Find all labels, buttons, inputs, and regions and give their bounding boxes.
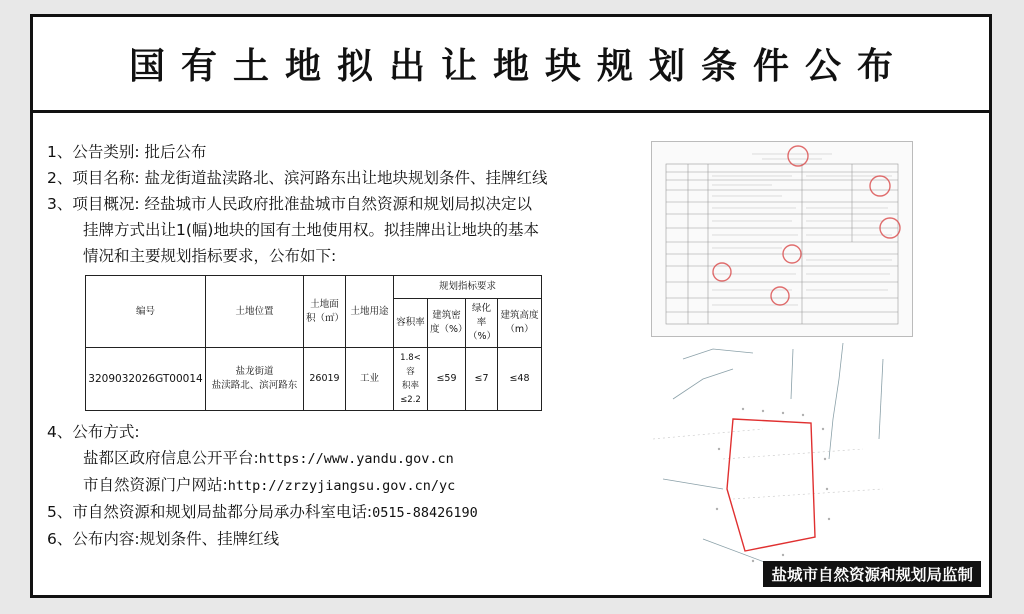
page-title: 国有土地拟出让地块规划条件公布 bbox=[128, 46, 909, 87]
planning-conditions-document-thumbnail bbox=[651, 141, 913, 337]
cell-location-line-1: 盐龙街道 bbox=[235, 366, 274, 377]
cell-far bbox=[394, 348, 428, 411]
cell-use: 工业 bbox=[346, 348, 394, 411]
table-row bbox=[86, 348, 542, 411]
cell-far-line-1: 1.8<容 bbox=[400, 353, 421, 377]
header-height: 建筑高度（m） bbox=[498, 299, 542, 348]
item-overview-line-2: 挂牌方式出让1(幅)地块的国有土地使用权。拟挂牌出让地块的基本 bbox=[83, 221, 539, 239]
header-greening: 绿化率（%） bbox=[466, 299, 498, 348]
header-use: 土地用途 bbox=[346, 276, 394, 348]
header-code: 编号 bbox=[86, 276, 206, 348]
header-area: 土地面积（㎡） bbox=[304, 276, 346, 348]
cell-code: 3209032026GT00014 bbox=[86, 348, 206, 411]
resource-site-url[interactable]: http://zrzyjiangsu.gov.cn/yc bbox=[227, 478, 456, 494]
supervisor-badge: 盐城市自然资源和规划局监制 bbox=[763, 561, 981, 587]
item-contact-phone bbox=[47, 499, 607, 526]
site-map-icon bbox=[643, 339, 979, 583]
notice-board bbox=[30, 14, 992, 598]
cell-location bbox=[206, 348, 304, 411]
header-planning-requirements: 规划指标要求 bbox=[394, 276, 542, 299]
notice-content bbox=[47, 139, 607, 552]
cell-height: ≤48 bbox=[498, 348, 542, 411]
contact-phone-label: 5、市自然资源和规划局盐都分局承办科室电话: bbox=[47, 503, 373, 521]
gov-site-label: 盐都区政府信息公开平台: bbox=[83, 449, 259, 467]
document-scan-icon bbox=[652, 142, 912, 336]
contact-phone-number: 0515-88426190 bbox=[372, 505, 478, 521]
cell-greening: ≤7 bbox=[466, 348, 498, 411]
header-location: 土地位置 bbox=[206, 276, 304, 348]
item-publish-content: 6、公布内容:规划条件、挂牌红线 bbox=[47, 530, 280, 548]
item-overview-line-3: 情况和主要规划指标要求，公布如下: bbox=[83, 247, 337, 265]
header-far: 容积率 bbox=[394, 299, 428, 348]
cell-location-line-2: 盐渎路北、滨河路东 bbox=[211, 380, 298, 391]
item-publish-method: 4、公布方式: bbox=[47, 423, 140, 441]
item-publish-resource-site bbox=[47, 472, 607, 499]
cell-density: ≤59 bbox=[428, 348, 466, 411]
gov-site-url[interactable]: https://www.yandu.gov.cn bbox=[258, 451, 454, 467]
item-publish-gov-site bbox=[47, 445, 607, 472]
title-bar bbox=[33, 17, 989, 113]
resource-site-label: 市自然资源门户网站: bbox=[83, 476, 228, 494]
land-info-table bbox=[85, 275, 542, 411]
item-announcement-type: 1、公告类别: 批后公布 bbox=[47, 143, 207, 161]
cell-area: 26019 bbox=[304, 348, 346, 411]
item-overview-line-1: 3、项目概况: 经盐城市人民政府批准盐城市自然资源和规划局拟决定以 bbox=[47, 195, 533, 213]
cell-far-line-2: 积率≤2.2 bbox=[400, 381, 421, 405]
red-line-map-thumbnail bbox=[643, 339, 979, 583]
header-density: 建筑密度（%） bbox=[428, 299, 466, 348]
attachments-panel bbox=[611, 129, 981, 583]
item-project-name: 2、项目名称: 盐龙街道盐渎路北、滨河路东出让地块规划条件、挂牌红线 bbox=[47, 169, 548, 187]
